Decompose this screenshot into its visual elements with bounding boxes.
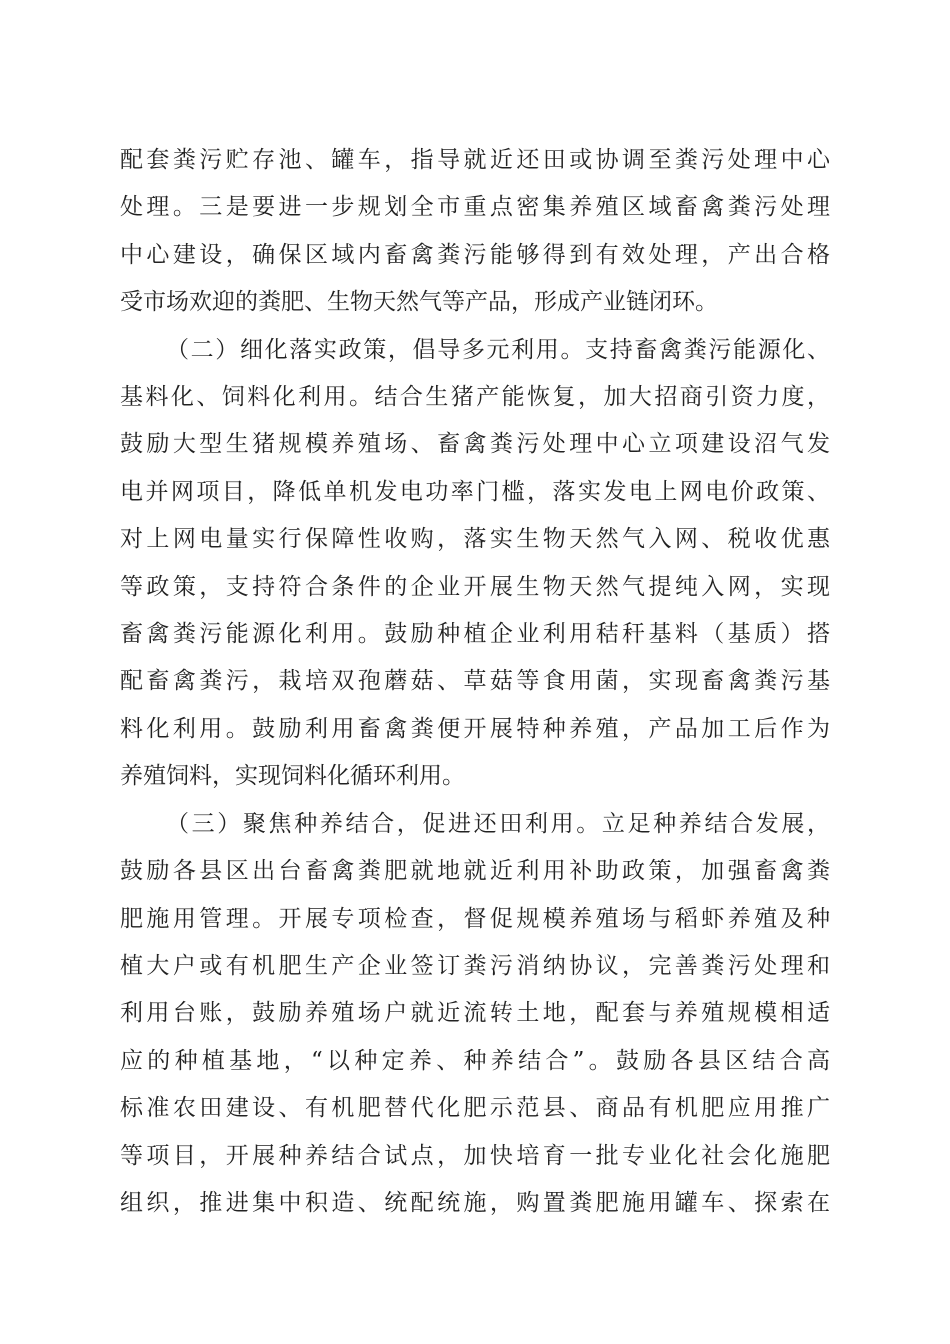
text-line: 鼓励各县区出台畜禽粪肥就地就近利用补助政策，加强畜禽粪 [120, 858, 830, 885]
text-line: 电并网项目，降低单机发电功率门槛，落实发电上网电价政策、 [120, 478, 830, 505]
paragraph-section-2 [120, 327, 830, 801]
text-line: 植大户或有机肥生产企业签订粪污消纳协议，完善粪污处理和 [120, 952, 830, 979]
text-line: 组织，推进集中积造、统配统施，购置粪肥施用罐车、探索在 [120, 1189, 830, 1216]
text-line: 处理。三是要进一步规划全市重点密集养殖区域畜禽粪污处理 [120, 194, 830, 221]
text-line: 对上网电量实行保障性收购，落实生物天然气入网、税收优惠 [120, 526, 830, 553]
text-line: 配畜禽粪污，栽培双孢蘑菇、草菇等食用菌，实现畜禽粪污基 [120, 668, 830, 695]
text-line: 肥施用管理。开展专项检查，督促规模养殖场与稻虾养殖及种 [120, 905, 830, 932]
text-line: 鼓励大型生猪规模养殖场、畜禽粪污处理中心立项建设沼气发 [120, 431, 830, 458]
text-line: 等项目，开展种养结合试点，加快培育一批专业化社会化施肥 [120, 1142, 830, 1169]
section-3-heading-line: （三）聚焦种养结合，促进还田利用。立足种养结合发展， [166, 810, 830, 837]
section-2-heading-line: （二）细化落实政策，倡导多元利用。支持畜禽粪污能源化、 [166, 336, 830, 363]
text-line: 料化利用。鼓励利用畜禽粪便开展特种养殖，产品加工后作为 [120, 715, 830, 742]
text-line: 配套粪污贮存池、罐车，指导就近还田或协调至粪污处理中心 [120, 147, 830, 173]
paragraph-continued [120, 137, 830, 327]
text-line: 等政策，支持符合条件的企业开展生物天然气提纯入网，实现 [120, 573, 830, 600]
text-line: 利用台账，鼓励养殖场户就近流转土地，配套与养殖规模相适 [120, 1000, 830, 1027]
text-line: 中心建设，确保区域内畜禽粪污能够得到有效处理，产出合格 [120, 241, 830, 268]
text-line: 畜禽粪污能源化利用。鼓励种植企业利用秸秆基料（基质）搭 [120, 621, 830, 648]
text-line: 受市场欢迎的粪肥、生物天然气等产品，形成产业链闭环。 [120, 289, 718, 316]
body-text [120, 137, 830, 1227]
text-line: 应的种植基地，“以种定养、种养结合”。鼓励各县区结合高 [120, 1047, 830, 1074]
text-line: 基料化、饲料化利用。结合生猪产能恢复，加大招商引资力度， [120, 384, 830, 411]
text-line: 标准农田建设、有机肥替代化肥示范县、商品有机肥应用推广 [120, 1095, 830, 1122]
paragraph-section-3 [120, 801, 830, 1228]
text-line: 养殖饲料，实现饲料化循环利用。 [120, 763, 465, 790]
